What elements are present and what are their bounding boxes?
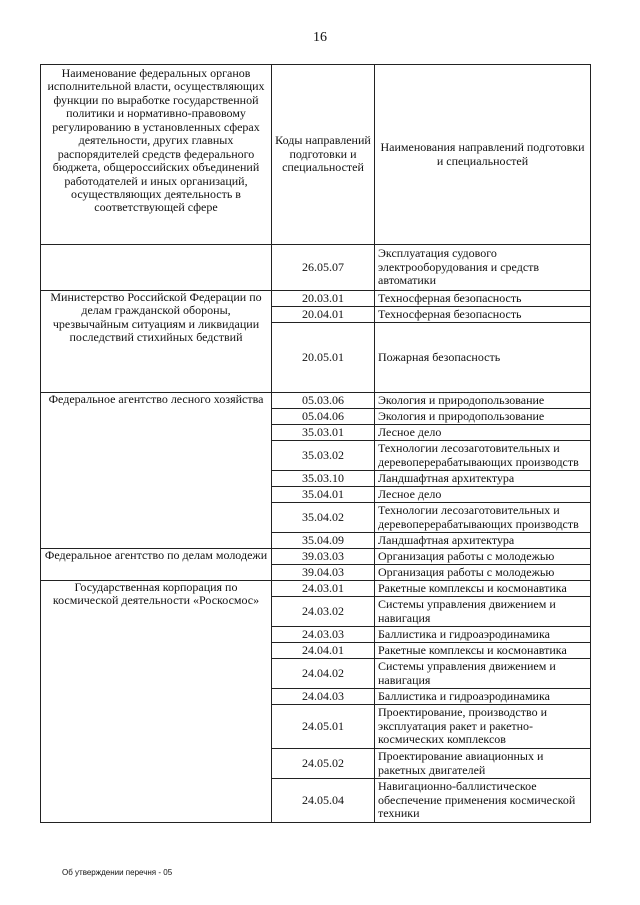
header-org-cell: Наименование федеральных органов исполнительной власти, осуществляющих функции по выработке государственной политики и нормативно-правовому регулированию в установленных сферах деятельности, других главных распорядителей средств федерального бюджета, общероссийских объединений работодателей и иных организаций, осуществляющих деятельность в соответствующей сфере — [41, 65, 272, 245]
name-cell: Системы управления движением и навигация — [375, 659, 591, 689]
name-cell: Экология и природопользование — [375, 393, 591, 409]
code-cell: 35.03.02 — [272, 441, 375, 471]
name-cell: Техносферная безопасность — [375, 291, 591, 307]
name-cell: Ракетные комплексы и космонавтика — [375, 581, 591, 597]
code-cell: 24.05.01 — [272, 705, 375, 749]
name-cell: Ландшафтная архитектура — [375, 533, 591, 549]
name-cell: Эксплуатация судового электрооборудования и средств автоматики — [375, 245, 591, 291]
table-row — [41, 291, 591, 307]
name-cell: Навигационно-баллистическое обеспечение применения космической техники — [375, 779, 591, 823]
name-cell: Проектирование, производство и эксплуатация ракет и ракетно-космических комплексов — [375, 705, 591, 749]
org-cell: Государственная корпорация по космической деятельности «Роскосмос» — [41, 581, 272, 823]
directions-table — [40, 64, 591, 823]
code-cell: 35.04.02 — [272, 503, 375, 533]
org-cell: Министерство Российской Федерации по делам гражданской обороны, чрезвычайным ситуациям и ликвидации последствий стихийных бедствий — [41, 291, 272, 393]
code-cell: 24.04.01 — [272, 643, 375, 659]
code-cell: 26.05.07 — [272, 245, 375, 291]
code-cell: 24.04.03 — [272, 689, 375, 705]
footer-note: Об утверждении перечня - 05 — [62, 868, 173, 877]
table-header-row — [41, 65, 591, 245]
code-cell: 20.03.01 — [272, 291, 375, 307]
code-cell: 05.03.06 — [272, 393, 375, 409]
code-cell: 24.05.04 — [272, 779, 375, 823]
code-cell: 35.03.01 — [272, 425, 375, 441]
page-number: 16 — [313, 30, 327, 45]
name-cell: Экология и природопользование — [375, 409, 591, 425]
name-cell: Техносферная безопасность — [375, 307, 591, 323]
code-cell: 35.04.09 — [272, 533, 375, 549]
name-cell: Технологии лесозаготовительных и деревоперерабатывающих производств — [375, 441, 591, 471]
code-cell: 35.03.10 — [272, 471, 375, 487]
table-row — [41, 549, 591, 565]
name-cell: Организация работы с молодежью — [375, 565, 591, 581]
code-cell: 20.04.01 — [272, 307, 375, 323]
code-cell: 20.05.01 — [272, 323, 375, 393]
name-cell: Баллистика и гидроаэродинамика — [375, 689, 591, 705]
code-cell: 35.04.01 — [272, 487, 375, 503]
code-cell: 24.04.02 — [272, 659, 375, 689]
header-name-cell: Наименования направлений подготовки и специальностей — [375, 65, 591, 245]
code-cell: 24.03.01 — [272, 581, 375, 597]
code-cell: 24.03.03 — [272, 627, 375, 643]
name-cell: Ландшафтная архитектура — [375, 471, 591, 487]
table-row — [41, 245, 591, 291]
code-cell: 39.03.03 — [272, 549, 375, 565]
code-cell: 05.04.06 — [272, 409, 375, 425]
org-cell: Федеральное агентство лесного хозяйства — [41, 393, 272, 549]
org-cell — [41, 245, 272, 291]
name-cell: Ракетные комплексы и космонавтика — [375, 643, 591, 659]
name-cell: Баллистика и гидроаэродинамика — [375, 627, 591, 643]
name-cell: Пожарная безопасность — [375, 323, 591, 393]
table-row — [41, 581, 591, 597]
name-cell: Организация работы с молодежью — [375, 549, 591, 565]
code-cell: 24.05.02 — [272, 749, 375, 779]
header-code-cell: Коды направлений подготовки и специальностей — [272, 65, 375, 245]
table-row — [41, 393, 591, 409]
code-cell: 39.04.03 — [272, 565, 375, 581]
code-cell: 24.03.02 — [272, 597, 375, 627]
name-cell: Проектирование авиационных и ракетных двигателей — [375, 749, 591, 779]
name-cell: Лесное дело — [375, 487, 591, 503]
org-cell: Федеральное агентство по делам молодежи — [41, 549, 272, 581]
name-cell: Системы управления движением и навигация — [375, 597, 591, 627]
name-cell: Лесное дело — [375, 425, 591, 441]
name-cell: Технологии лесозаготовительных и деревоперерабатывающих производств — [375, 503, 591, 533]
